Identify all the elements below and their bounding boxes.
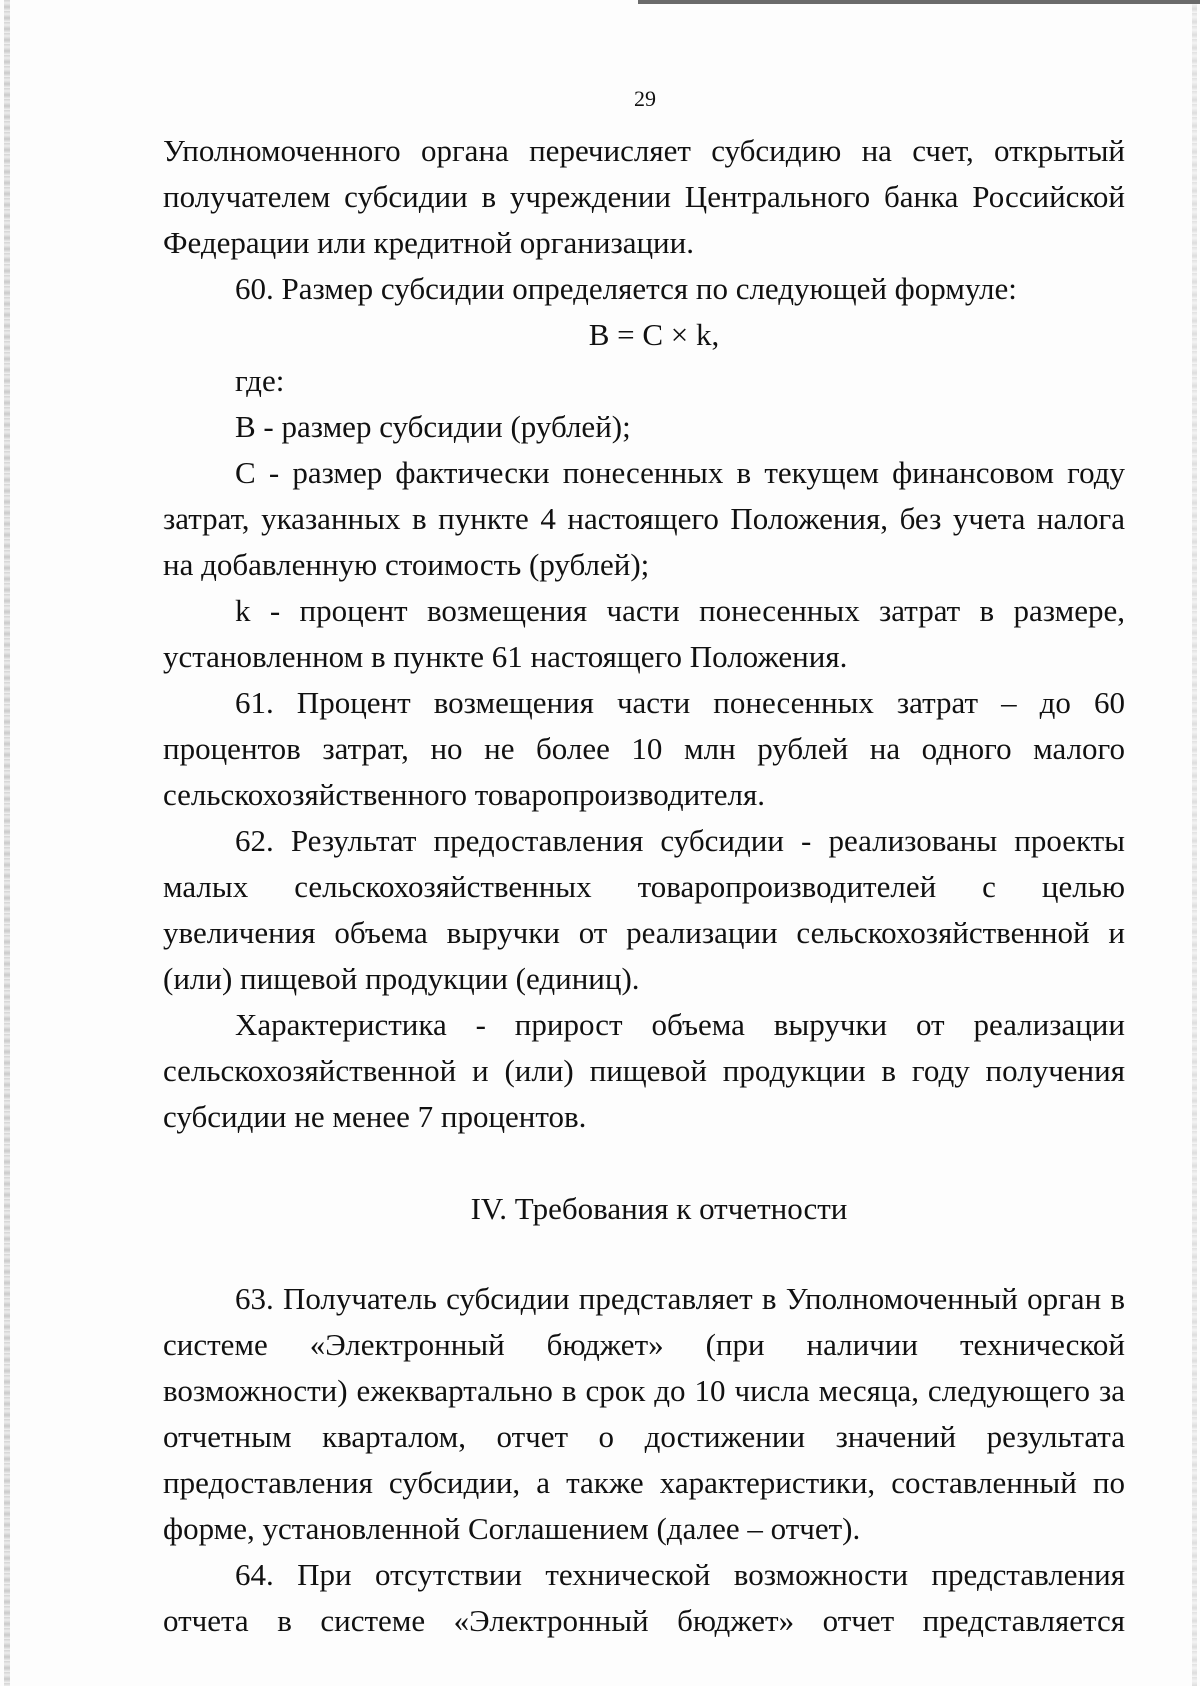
section-heading: IV. Требования к отчетности [470, 1191, 848, 1226]
scan-top-rule [638, 0, 1200, 4]
definition-b: B - размер субсидии (рублей); [235, 409, 631, 444]
definition-c: C - размер фактически понесенных в текущем финансовом году затрат, указанных в пункте 4 настоящего Положения, без учета налога на добавленную стоимость (рублей); [163, 455, 1125, 582]
paragraph-61: 61. Процент возмещения части понесенных затрат – до 60 процентов затрат, но не более 10 млн рублей на одного малого сельскохозяйственного товаропроизводителя. [163, 685, 1125, 812]
definition-k: k - процент возмещения части понесенных затрат в размере, установленном в пункте 61 настоящего Положения. [163, 593, 1125, 674]
paragraph-where: где: [235, 363, 285, 398]
paragraph-characteristic: Характеристика - прирост объема выручки от реализации сельскохозяйственной и (или) пищевой продукции в году получения субсидии не менее 7 процентов. [163, 1007, 1125, 1134]
document-body [163, 128, 1125, 1644]
paragraph-continuation: Уполномоченного органа перечисляет субсидию на счет, открытый получателем субсидии в учреждении Центрального банка Российской Федерации или кредитной организации. [163, 133, 1125, 260]
paragraph-60: 60. Размер субсидии определяется по следующей формуле: [235, 271, 1017, 306]
formula: B = C × k, [588, 317, 720, 352]
paragraph-62: 62. Результат предоставления субсидии - реализованы проекты малых сельскохозяйственных товаропроизводителей с целью увеличения объема выручки от реализации сельскохозяйственной и (или) пищевой продукции (единиц). [163, 823, 1125, 996]
paragraph-63: 63. Получатель субсидии представляет в Уполномоченный орган в системе «Электронный бюджет» (при наличии технической возможности) ежеквартально в срок до 10 числа месяца, следующего за отчетным кварталом, отчет о достижении значений результата предоставления субсидии, а также характеристики, составленный по форме, установленной Соглашением (далее – отчет). [163, 1281, 1125, 1546]
scan-edge-left [4, 0, 10, 1686]
scan-edge-right [1192, 0, 1197, 1686]
page-number: 29 [634, 86, 656, 111]
paragraph-64: 64. При отсутствии технической возможности представления отчета в системе «Электронный бюджет» отчет представляется [163, 1557, 1125, 1638]
